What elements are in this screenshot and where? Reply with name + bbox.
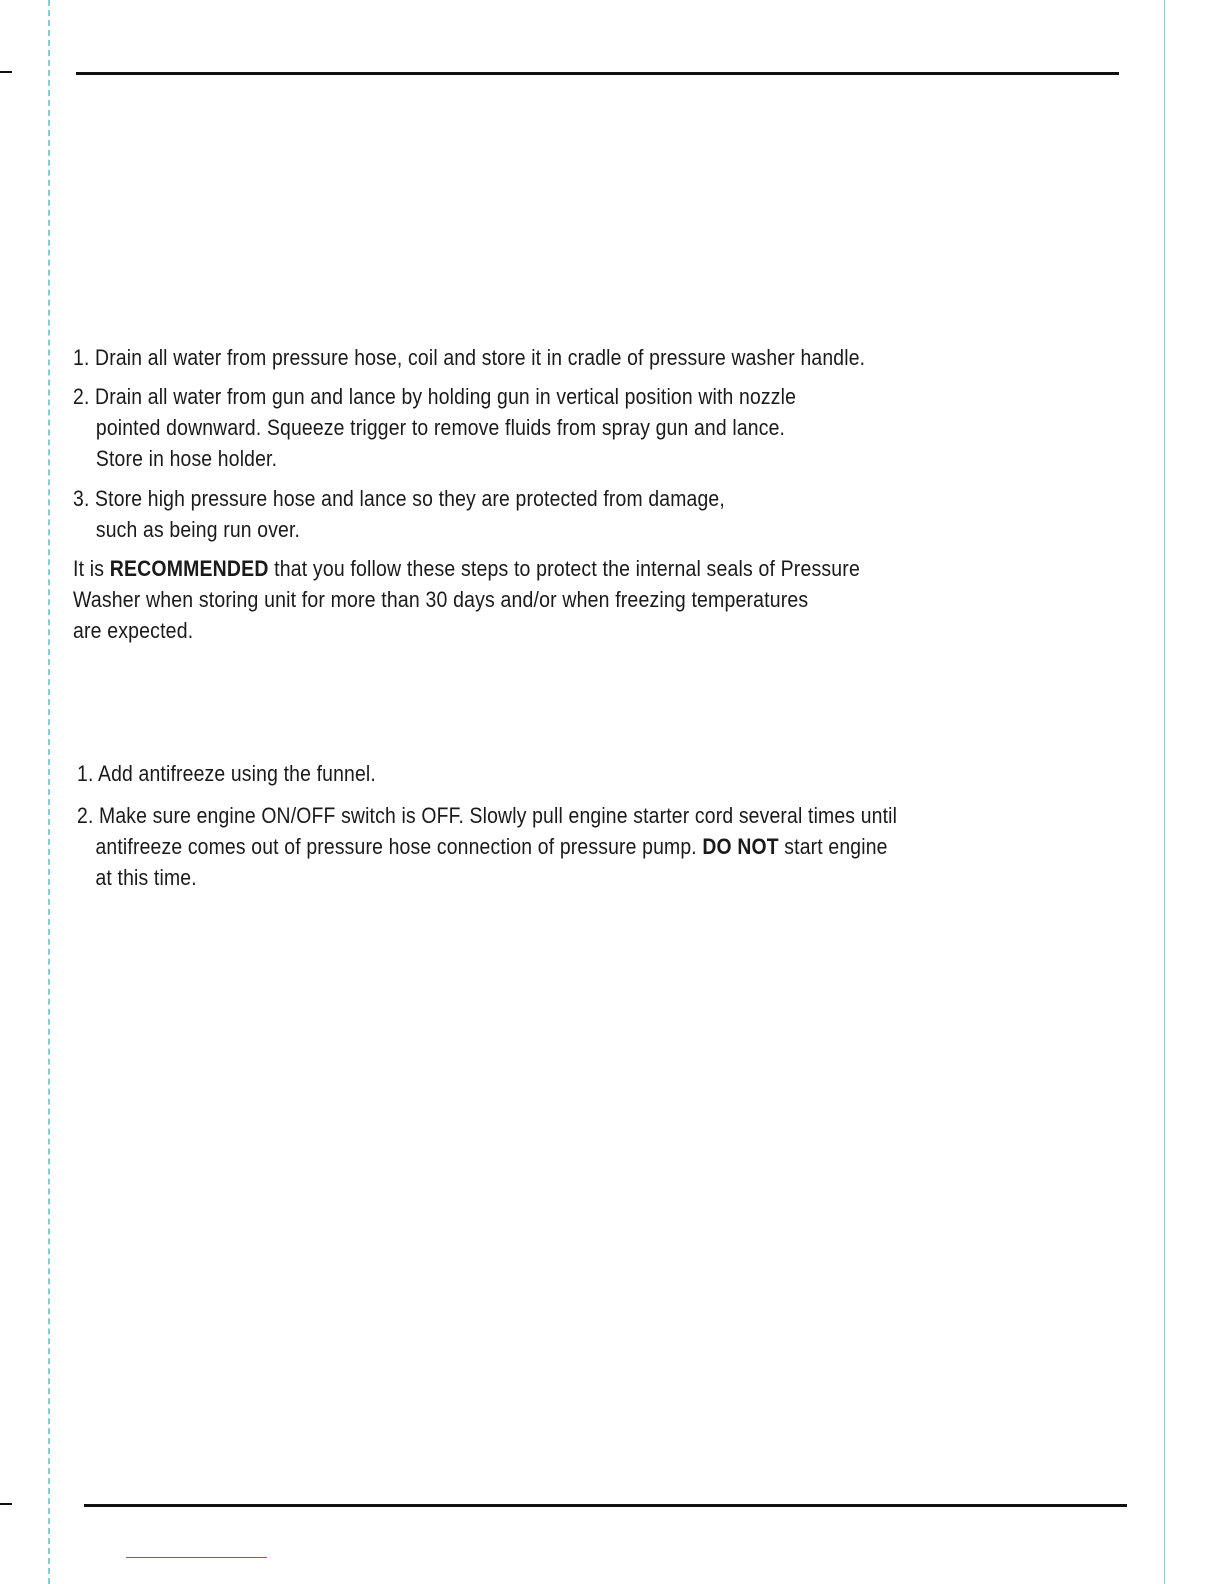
step-text: Add antifreeze using the funnel. bbox=[97, 761, 376, 786]
recommendation-paragraph bbox=[73, 553, 860, 646]
storage-step-3 bbox=[73, 483, 725, 545]
antifreeze-step-1 bbox=[77, 758, 376, 789]
step-text: pointed downward. Squeeze trigger to remove fluids from spray gun and lance. bbox=[95, 415, 786, 440]
step-text: start engine bbox=[778, 834, 888, 859]
right-cut-line bbox=[1164, 0, 1165, 1584]
header-rule bbox=[76, 72, 1119, 75]
step-text: such as being run over. bbox=[95, 517, 301, 542]
step-text: Drain all water from pressure hose, coil and store it in cradle of pressure washer handle. bbox=[95, 345, 866, 370]
do-not-emphasis: DO NOT bbox=[702, 834, 779, 859]
recommendation-text: Washer when storing unit for more than 30 days and/or when freezing temperatures bbox=[73, 587, 809, 612]
step-number: 2. bbox=[73, 384, 90, 409]
footer-link-underline bbox=[126, 1557, 267, 1558]
step-text: antifreeze comes out of pressure hose connection of pressure pump. bbox=[95, 834, 703, 859]
recommended-emphasis: RECOMMENDED bbox=[109, 556, 269, 581]
crop-mark-bottom bbox=[0, 1503, 12, 1505]
recommendation-text: that you follow these steps to protect the internal seals of Pressure bbox=[268, 556, 860, 581]
step-text: Store in hose holder. bbox=[95, 446, 278, 471]
step-number: 1. bbox=[77, 761, 94, 786]
footer-rule bbox=[84, 1504, 1127, 1507]
crop-mark-top bbox=[0, 71, 12, 73]
recommendation-prefix: It is bbox=[73, 556, 110, 581]
step-text: at this time. bbox=[95, 865, 197, 890]
step-text: Drain all water from gun and lance by holding gun in vertical position with nozzle bbox=[95, 384, 797, 409]
step-number: 2. bbox=[77, 803, 94, 828]
step-text: Store high pressure hose and lance so they are protected from damage, bbox=[95, 486, 725, 511]
storage-step-1 bbox=[73, 342, 865, 373]
storage-step-2 bbox=[73, 381, 796, 474]
step-text: Make sure engine ON/OFF switch is OFF. Slowly pull engine starter cord several times until bbox=[99, 803, 898, 828]
left-cut-line bbox=[48, 0, 50, 1584]
step-number: 3. bbox=[73, 486, 90, 511]
antifreeze-step-2 bbox=[77, 800, 897, 893]
step-number: 1. bbox=[73, 345, 90, 370]
recommendation-text: are expected. bbox=[73, 618, 194, 643]
